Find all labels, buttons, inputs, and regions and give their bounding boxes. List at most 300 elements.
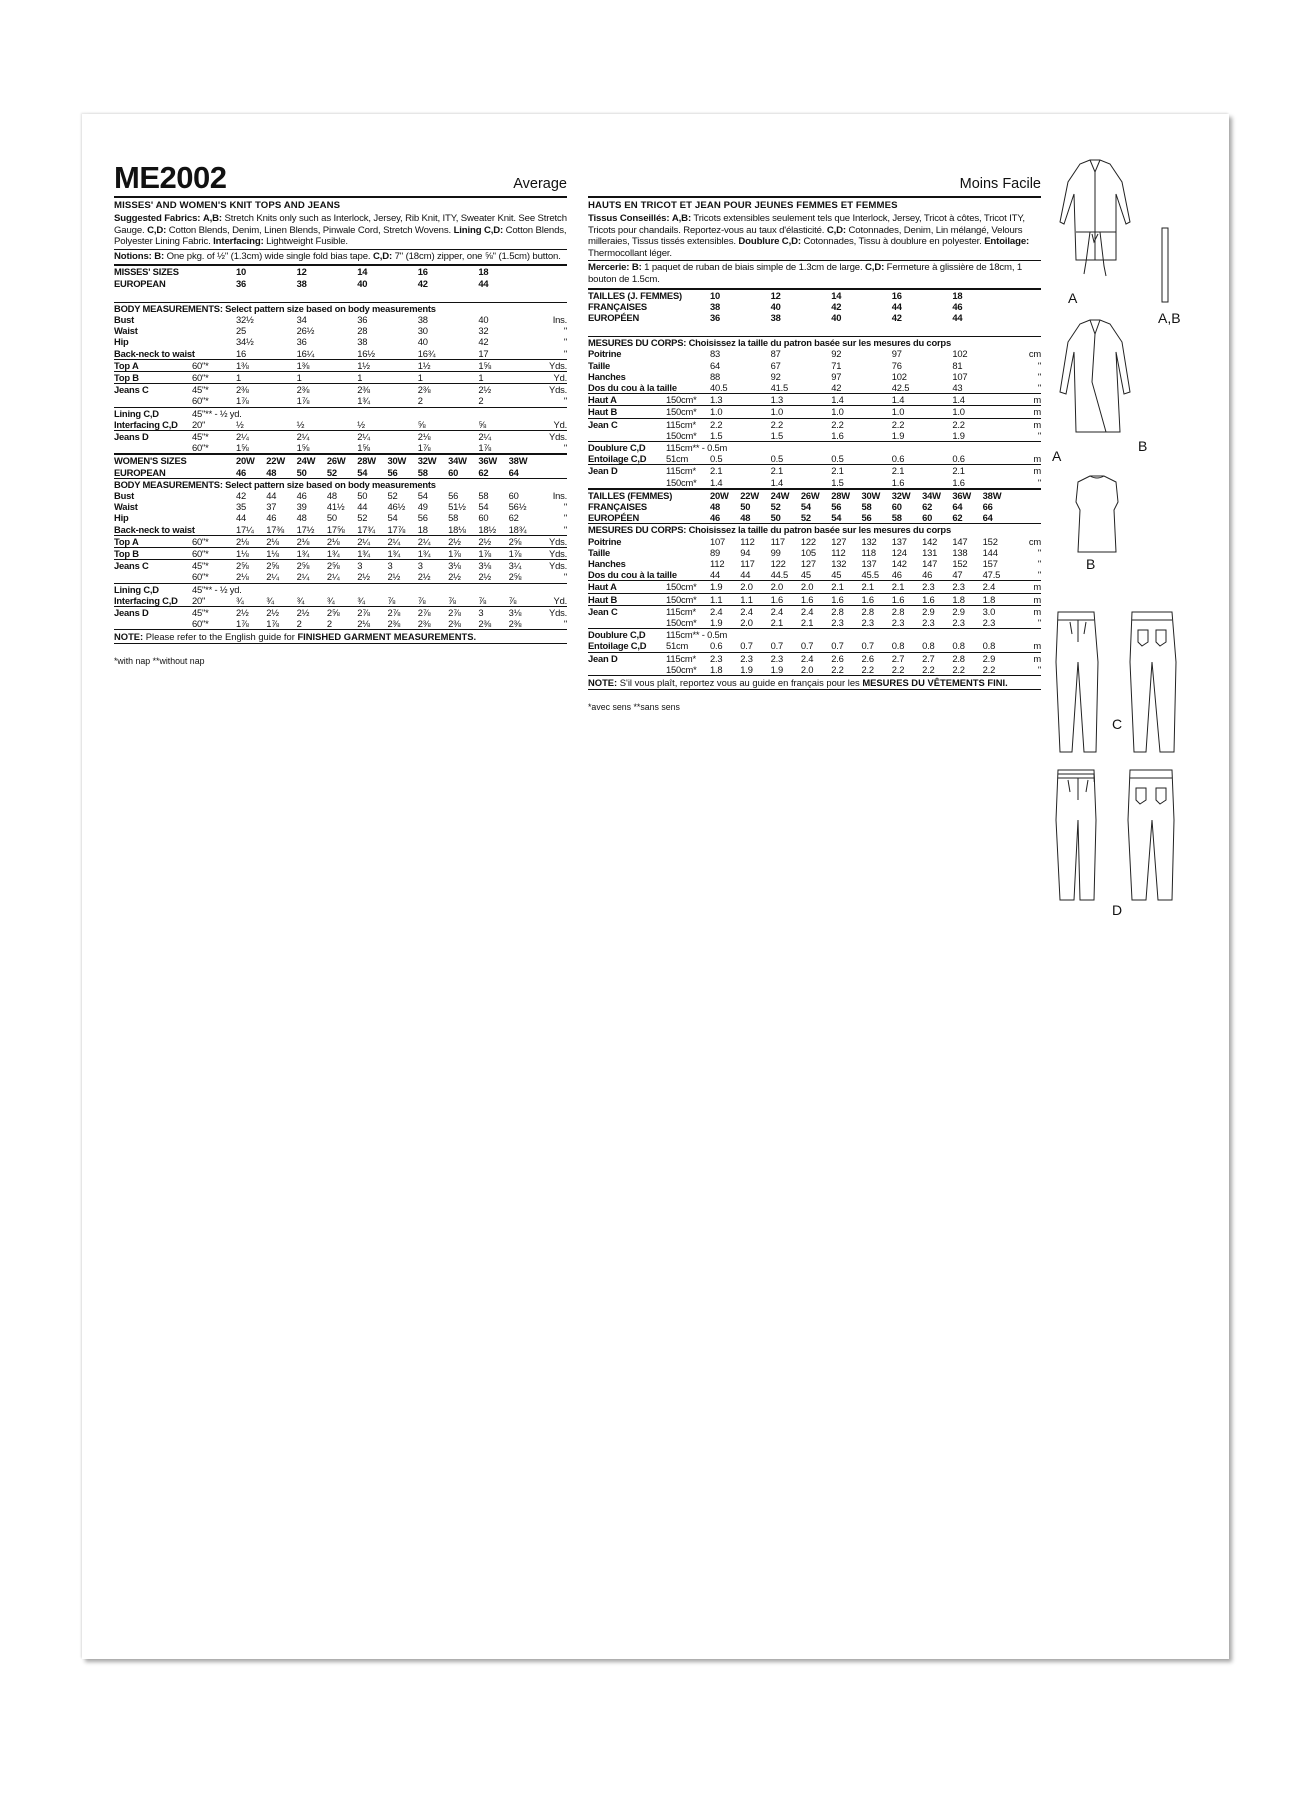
table-cell: 22W	[266, 454, 296, 466]
table-cell: 2.4	[801, 605, 831, 617]
body-measurements-heading	[588, 524, 1041, 536]
table-cell: Haut A	[588, 581, 666, 593]
table-cell: Hip	[114, 512, 129, 524]
table-cell: 2.3	[710, 652, 740, 664]
table-cell: 0.7	[770, 640, 784, 652]
table-cell: 44.5	[770, 569, 789, 581]
misses-size-table-fr	[588, 289, 1041, 488]
table-cell: 1.0	[952, 406, 1013, 418]
table-cell: 51cm	[666, 453, 689, 465]
pattern-envelope-back	[82, 114, 1229, 1659]
table-cell	[539, 407, 567, 419]
table-cell: ⅝	[417, 418, 426, 430]
table-cell: 2.8	[892, 605, 922, 617]
table-cell: 3	[357, 560, 387, 572]
body-measurement-row	[114, 348, 567, 360]
table-cell: 16	[418, 266, 479, 278]
table-cell: 38	[357, 336, 368, 348]
misses-size-table	[114, 265, 567, 453]
table-cell: 1½	[357, 359, 418, 371]
table-cell: 2⅞	[387, 607, 417, 619]
table-cell: 2.1	[710, 465, 771, 477]
table-cell: 16¼	[296, 347, 315, 359]
table-cell: EUROPEAN	[114, 277, 166, 289]
table-cell: TAILLES (J. FEMMES)	[588, 289, 710, 301]
table-cell: 152	[982, 535, 998, 547]
table-cell: 2.0	[740, 581, 770, 593]
table-cell: 87	[770, 348, 781, 360]
table-cell: MISSES' SIZES	[114, 266, 236, 278]
table-cell: 2½	[478, 571, 492, 583]
table-cell: 52	[326, 466, 337, 478]
table-cell: 0.8	[952, 640, 965, 652]
table-cell: 54	[831, 512, 842, 524]
table-cell: 2.9	[983, 652, 1013, 664]
table-cell: "	[1037, 476, 1041, 488]
table-cell: 18½	[478, 523, 497, 535]
table-cell: 44	[710, 569, 721, 581]
table-cell: 44	[891, 300, 902, 312]
table-cell: 30W	[387, 454, 417, 466]
table-cell: 64	[710, 359, 721, 371]
table-cell: 1.9	[952, 429, 965, 441]
table-cell: 1.9	[770, 663, 784, 675]
table-cell: 45	[800, 569, 811, 581]
table-cell: 1¾	[297, 548, 327, 560]
table-cell: 1⅞	[236, 395, 249, 407]
table-cell: 2¼	[357, 431, 418, 443]
table-cell: FRANÇAISES	[588, 300, 647, 312]
table-cell: 1.0	[771, 406, 832, 418]
table-cell: 2.8	[861, 605, 891, 617]
table-cell: 2⅝	[509, 535, 539, 547]
view-label-c: C	[1112, 716, 1123, 732]
table-cell: 44	[952, 311, 963, 323]
womens-size-table	[114, 453, 567, 629]
table-cell: 2.3	[831, 617, 844, 629]
table-cell: 48	[710, 501, 721, 513]
table-cell: 0.6	[710, 640, 723, 652]
table-cell: 0.5	[831, 453, 844, 465]
table-cell: 144	[982, 546, 998, 558]
table-cell: 1⅝	[357, 442, 370, 454]
table-cell: EUROPÉEN	[588, 512, 640, 524]
size-row	[588, 289, 1041, 301]
table-cell: 1⅞	[478, 442, 492, 454]
table-cell: 48	[296, 512, 307, 524]
table-cell: 0.8	[982, 640, 996, 652]
table-cell: 99	[770, 546, 781, 558]
body-measurement-row	[588, 360, 1041, 371]
table-cell: Doublure C,D	[588, 629, 666, 641]
table-cell: "	[563, 571, 567, 583]
view-label-b: B	[1138, 438, 1148, 454]
table-cell: Yd.	[553, 594, 567, 606]
yardage-row	[114, 535, 567, 547]
body-measurement-row	[588, 348, 1041, 359]
table-cell: 34	[296, 313, 307, 325]
table-cell: 2⅝	[327, 607, 357, 619]
table-cell: 62	[508, 512, 519, 524]
table-cell: 42	[831, 381, 842, 393]
table-cell: 3.0	[983, 605, 1013, 617]
table-cell: 38	[296, 277, 307, 289]
table-cell	[588, 477, 666, 488]
table-cell: 2⅛	[357, 618, 370, 630]
yardage-row	[114, 571, 567, 583]
table-cell: 43	[952, 381, 963, 393]
table-cell: 1.4	[710, 476, 723, 488]
table-cell: 1¾	[418, 548, 448, 560]
table-cell: 2½	[236, 607, 266, 619]
table-cell: 2.3	[771, 652, 801, 664]
table-cell: 60"*	[192, 442, 209, 454]
table-cell: 1⅞	[296, 395, 310, 407]
table-cell: 122	[800, 535, 816, 547]
table-cell: 152	[952, 558, 968, 570]
table-cell: Interfacing C,D	[114, 594, 178, 606]
body-measurement-row	[114, 314, 567, 325]
table-cell: 38	[710, 300, 721, 312]
european-row	[114, 467, 567, 479]
table-cell: ⅞	[387, 594, 396, 606]
table-cell: 1.4	[770, 476, 784, 488]
table-cell: 34W	[448, 454, 478, 466]
table-cell: 2⅝	[266, 560, 296, 572]
table-cell: Bust	[114, 490, 135, 502]
table-cell: 1.3	[710, 394, 771, 406]
table-cell: 2	[478, 395, 484, 407]
table-cell: 0.6	[952, 453, 965, 465]
table-cell: 102	[891, 370, 907, 382]
table-cell: Taille	[588, 359, 611, 371]
table-cell: 81	[952, 359, 963, 371]
table-cell: 0.6	[891, 453, 905, 465]
table-cell: 20W	[710, 489, 740, 501]
pattern-title-fr: HAUTS EN TRICOT ET JEAN POUR JEUNES FEMMES ET FEMMES	[588, 197, 1041, 213]
table-cell: 102	[952, 348, 968, 360]
table-cell: 127	[800, 558, 816, 570]
table-cell: 1	[236, 372, 297, 384]
table-cell: 45"*	[192, 607, 236, 619]
table-cell: 94	[740, 546, 751, 558]
table-cell	[539, 278, 567, 289]
table-cell: 147	[952, 535, 968, 547]
yardage-row	[588, 640, 1041, 652]
table-cell: 2⅛	[327, 535, 357, 547]
table-cell: 2⅝	[327, 560, 357, 572]
table-cell: "	[563, 395, 567, 407]
table-cell: 24W	[771, 489, 801, 501]
table-cell: 2.1	[831, 465, 892, 477]
table-cell: 38W	[983, 489, 1013, 501]
table-cell: 2.0	[771, 581, 801, 593]
yardage-row	[588, 629, 1041, 641]
table-cell: 2½	[448, 535, 478, 547]
table-cell: 1.4	[952, 394, 1013, 406]
size-row	[588, 489, 1041, 501]
english-column	[114, 158, 567, 666]
table-cell: 32W	[892, 489, 922, 501]
table-cell: Poitrine	[588, 535, 622, 547]
table-cell: 122	[770, 558, 786, 570]
table-cell: Ins.	[552, 490, 567, 502]
table-cell: m	[1033, 453, 1041, 465]
table-cell: 117	[740, 558, 755, 570]
table-cell: 118	[861, 546, 876, 558]
table-cell: 1.6	[771, 593, 801, 605]
table-cell: 26W	[801, 489, 831, 501]
table-cell: 28	[357, 325, 368, 337]
body-measurements-heading	[114, 478, 567, 490]
table-cell	[114, 289, 567, 303]
table-cell: 25	[236, 325, 247, 337]
table-cell: 1⅞	[509, 548, 539, 560]
table-cell: 1.0	[831, 406, 892, 418]
table-cell: 124	[891, 546, 907, 558]
table-cell: 45	[831, 569, 842, 581]
table-cell: 30	[417, 325, 428, 337]
table-cell: Jeans D	[114, 431, 192, 443]
table-cell: Jean C	[588, 418, 666, 430]
table-cell: 2.1	[770, 617, 784, 629]
table-cell: 1¾	[327, 548, 357, 560]
table-cell: 52	[800, 512, 811, 524]
table-cell: 20"	[192, 418, 206, 430]
table-cell: 47	[952, 569, 963, 581]
table-cell: 46	[236, 466, 247, 478]
table-cell: 36	[296, 336, 307, 348]
table-cell: 45"** - ½ yd.	[192, 583, 539, 595]
table-cell: 1.6	[831, 429, 844, 441]
view-label-b-2: B	[1086, 556, 1096, 572]
table-cell	[1013, 629, 1041, 641]
table-cell: 1½	[418, 359, 479, 371]
table-cell: 1⅜	[236, 359, 297, 371]
table-cell: 1.6	[922, 593, 952, 605]
table-cell: TAILLES (FEMMES)	[588, 489, 710, 501]
table-cell: 2⅛	[236, 535, 266, 547]
table-cell: 60"*	[192, 359, 236, 371]
table-cell: 2.2	[952, 418, 1013, 430]
difficulty-label: Average	[513, 176, 567, 192]
table-cell: 20W	[236, 454, 266, 466]
table-cell: WOMEN'S SIZES	[114, 454, 236, 466]
table-cell: 2.4	[801, 652, 831, 664]
table-cell: 2½	[357, 571, 370, 583]
table-cell: 56	[417, 512, 428, 524]
table-cell: 18¾	[508, 523, 527, 535]
table-cell: Top A	[114, 359, 192, 371]
table-cell: 46	[296, 490, 307, 502]
table-cell: m	[1013, 581, 1041, 593]
table-cell: 45"*	[192, 384, 236, 396]
table-cell: m	[1013, 465, 1041, 477]
table-cell: 97	[891, 348, 902, 360]
table-cell: 28W	[831, 489, 861, 501]
yardage-row	[588, 394, 1041, 406]
table-cell: 2.7	[892, 652, 922, 664]
yardage-row	[588, 406, 1041, 418]
table-cell: m	[1013, 394, 1041, 406]
table-cell: 1.9	[710, 617, 723, 629]
table-cell: BODY MEASUREMENTS: Select pattern size based on body measurements	[114, 478, 567, 490]
table-cell: 51½	[448, 501, 466, 513]
table-cell: 2.2	[861, 663, 874, 675]
table-cell: 2.4	[710, 605, 740, 617]
table-cell: "	[563, 325, 567, 337]
table-cell: 2.3	[861, 617, 874, 629]
table-cell: 58	[861, 501, 872, 513]
table-cell: 64	[982, 512, 993, 524]
table-cell: Top A	[114, 535, 192, 547]
table-cell	[539, 583, 567, 595]
table-cell: 12	[297, 266, 358, 278]
table-cell: 16	[236, 347, 247, 359]
size-row	[114, 266, 567, 278]
table-cell: 3¼	[509, 560, 539, 572]
table-cell: Doublure C,D	[588, 442, 666, 454]
view-label-a-2: A	[1052, 448, 1062, 464]
table-cell: "	[1037, 370, 1041, 382]
table-cell: 0.8	[922, 640, 935, 652]
table-cell: "	[563, 336, 567, 348]
table-cell: 2¼	[387, 535, 417, 547]
table-cell: 2.7	[922, 652, 952, 664]
table-cell: 2½	[387, 571, 401, 583]
table-cell: 20"	[192, 594, 206, 606]
table-cell: Yds.	[539, 607, 567, 619]
table-cell: 49	[417, 501, 428, 513]
notions-fr: Mercerie: B: 1 paquet de ruban de biais simple de 1.3cm de large. C,D: Fermeture à glissière de 18cm, 1 bouton de 1.5cm.	[588, 260, 1041, 288]
yardage-row	[588, 617, 1041, 629]
table-cell: 56	[831, 501, 842, 513]
table-cell: 16	[892, 289, 953, 301]
table-cell: 2.2	[982, 663, 996, 675]
table-cell: 1	[478, 372, 539, 384]
table-cell: 60"*	[192, 372, 236, 384]
european-row	[114, 278, 567, 289]
table-cell: 2.1	[771, 465, 832, 477]
table-cell: 112	[831, 546, 846, 558]
table-cell: 45"*	[192, 560, 236, 572]
table-cell: Waist	[114, 501, 138, 513]
table-cell: Jeans C	[114, 384, 192, 396]
table-cell: 24W	[297, 454, 327, 466]
table-cell: 41.5	[770, 381, 789, 393]
table-cell: 1⅛	[266, 548, 296, 560]
table-cell: 3⅛	[509, 607, 539, 619]
table-cell: 2⅝	[236, 560, 266, 572]
table-cell: "	[563, 501, 567, 513]
view-d-line-art	[1050, 730, 1222, 930]
table-cell: 1⅞	[417, 442, 431, 454]
table-cell: 1⅝	[296, 442, 310, 454]
table-cell: 45.5	[861, 569, 879, 581]
table-cell: m	[1013, 593, 1041, 605]
table-cell: "	[1037, 558, 1041, 570]
table-cell: 112	[710, 558, 725, 570]
table-cell: 147	[922, 558, 938, 570]
table-cell: 38	[770, 311, 781, 323]
table-cell: "	[1037, 663, 1041, 675]
table-cell: 50	[326, 512, 337, 524]
table-cell: 2½	[478, 535, 508, 547]
table-cell: "	[1037, 429, 1041, 441]
table-cell: 64	[508, 466, 519, 478]
table-cell: 46	[710, 512, 721, 524]
yardage-row	[114, 359, 567, 371]
table-cell: 150cm*	[666, 617, 697, 629]
table-cell: 54	[387, 512, 398, 524]
table-cell: Bust	[114, 313, 135, 325]
table-cell: 40.5	[710, 381, 728, 393]
table-cell: MESURES DU CORPS: Choisissez la taille du patron basée sur les mesures du corps	[588, 524, 1041, 536]
suggested-fabrics: Suggested Fabrics: A,B: Stretch Knits only such as Interlock, Jersey, Rib Knit, ITY, Sweater Knit. See Stretch Gauge. C,D: Cotton Blends, Denim, Linen Blends, Pinwale Cord, Stretch Wovens. Lining C,D: Cotton Blends, Polyester Lining Fabric. Interfacing: Lightweight Fusible.	[114, 213, 567, 248]
tie-drawing	[1162, 228, 1168, 302]
table-cell: Taille	[588, 546, 611, 558]
table-cell: Haut A	[588, 394, 666, 406]
womens-size-table-fr	[588, 488, 1041, 675]
table-cell: Yds.	[539, 560, 567, 572]
table-cell: 44	[266, 490, 277, 502]
table-cell: 48	[266, 466, 277, 478]
table-cell: 2.6	[861, 652, 891, 664]
table-cell: 45"*	[192, 431, 236, 443]
table-cell: 1.4	[892, 394, 953, 406]
table-cell: 1.6	[892, 593, 922, 605]
table-cell: 2.3	[922, 581, 952, 593]
table-cell: 2.2	[922, 663, 935, 675]
technical-drawings	[1050, 142, 1222, 918]
table-cell: EUROPÉEN	[588, 311, 640, 323]
pattern-code: ME2002	[114, 160, 227, 195]
table-cell: 52	[357, 512, 368, 524]
table-cell: 50	[296, 466, 307, 478]
table-cell	[588, 664, 666, 675]
table-cell: 150cm*	[666, 394, 710, 406]
table-cell: 2.3	[952, 581, 982, 593]
table-cell: 2.9	[922, 605, 952, 617]
table-cell: 1⅞	[448, 548, 478, 560]
table-cell: 1⅜	[297, 359, 358, 371]
note: NOTE: Please refer to the English guide for FINISHED GARMENT MEASUREMENTS.	[114, 629, 567, 644]
table-cell: 1.5	[710, 429, 723, 441]
table-cell: 115cm** - 0.5m	[666, 629, 1013, 641]
francaises-row	[588, 301, 1041, 312]
table-cell: 58	[891, 512, 902, 524]
pattern-title: MISSES' AND WOMEN'S KNIT TOPS AND JEANS	[114, 197, 567, 213]
table-cell: 60	[891, 501, 902, 513]
table-cell: 142	[891, 558, 907, 570]
french-header	[588, 158, 1041, 197]
table-cell: 67	[770, 359, 781, 371]
table-cell: 2¼	[236, 431, 297, 443]
table-cell: 2.1	[831, 581, 861, 593]
table-cell: 2	[296, 618, 302, 630]
table-cell: ⅞	[417, 594, 426, 606]
table-cell: Entoilage C,D	[588, 640, 647, 652]
table-cell: 105	[800, 546, 816, 558]
view-label-d: D	[1112, 902, 1123, 918]
table-cell: 2⅞	[357, 607, 387, 619]
table-cell: ¾	[236, 594, 244, 606]
table-cell: Top B	[114, 548, 192, 560]
table-cell: Yds.	[539, 535, 567, 547]
table-cell	[1013, 442, 1041, 454]
table-cell: 2⅜	[417, 618, 431, 630]
body-measurement-row	[588, 569, 1041, 581]
